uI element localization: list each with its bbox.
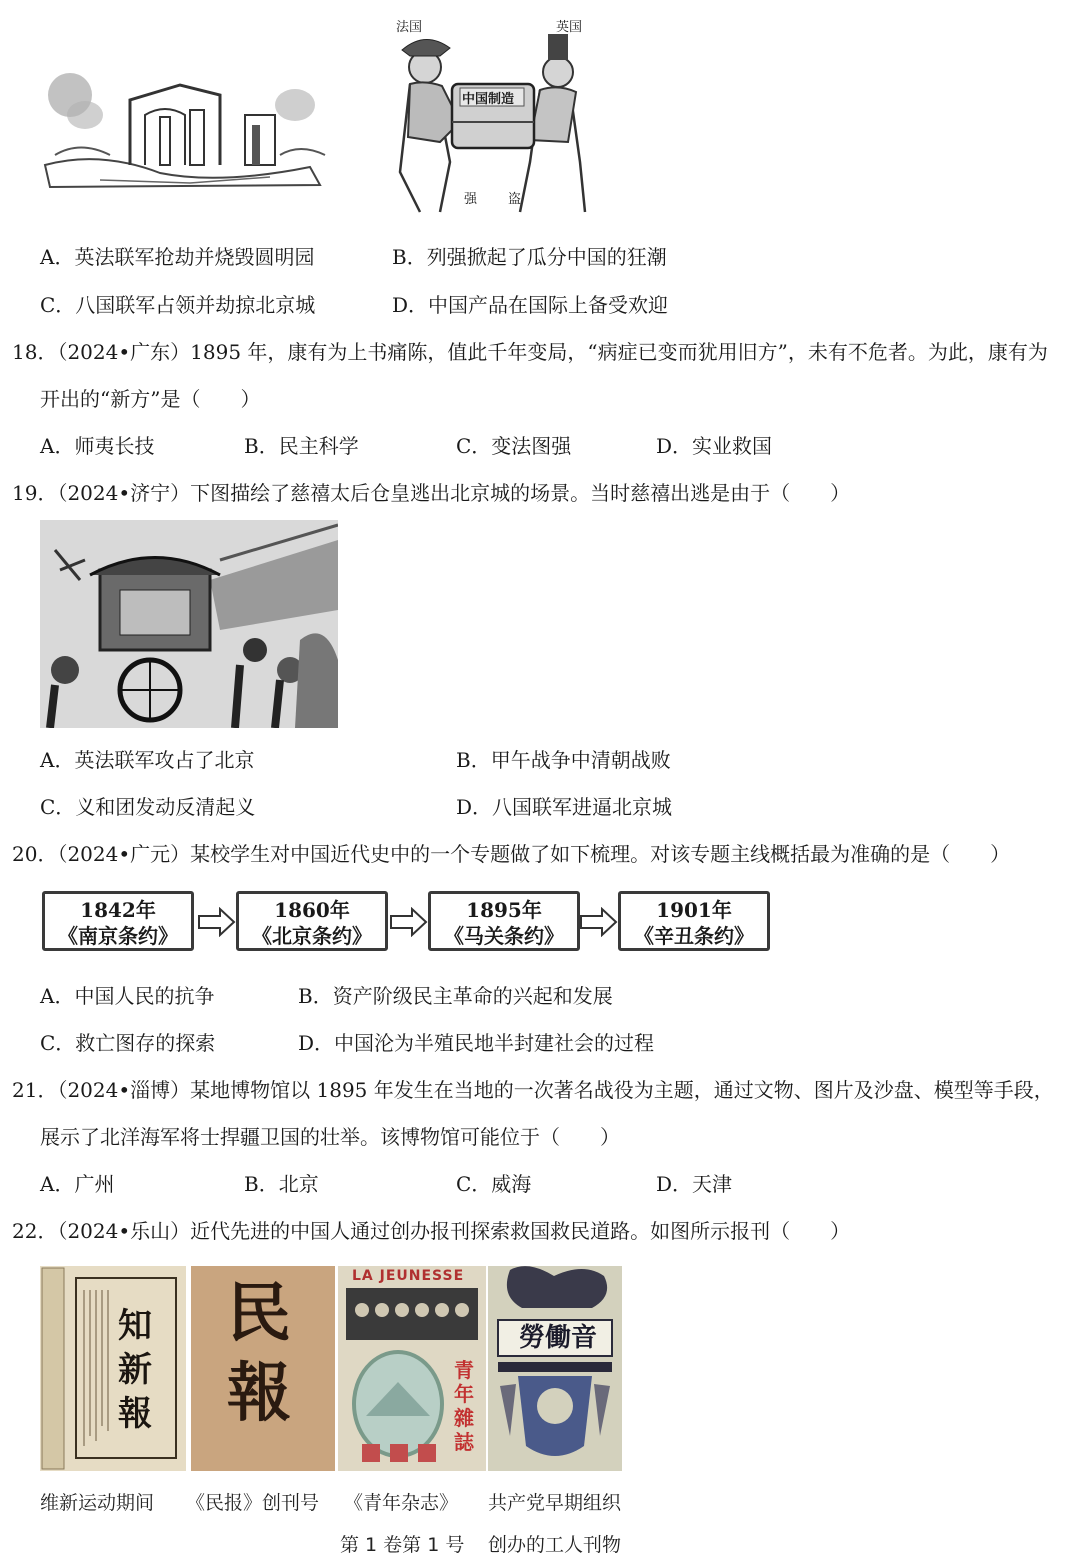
robbery-cartoon-image [380,12,600,224]
flow-year-1901: 1901年 [656,898,732,922]
cover-minbao-title: 民報 [227,1276,291,1431]
flow-treaty-nanjing: 《南京条约》 [58,924,178,948]
cover-qingnian-side-title: 青年雜誌 [454,1358,474,1454]
q20-option-c[interactable]: C．救亡图存的探索 [40,1031,216,1055]
q21-option-c[interactable]: C．威海 [456,1172,532,1196]
caption-qingnian-title: 《青年杂志》 [344,1492,459,1514]
flow-year-1895: 1895年 [466,898,542,922]
q17-option-d[interactable]: D．中国产品在国际上备受欢迎 [392,293,669,317]
q18-option-d[interactable]: D．实业救国 [656,434,773,458]
chest-label: 中国制造 [462,92,515,107]
q21-option-b[interactable]: B．北京 [244,1172,319,1196]
caption-zhixinbao: 维新运动期间 [40,1492,155,1514]
q17-option-a[interactable]: A．英法联军抢劫并烧毁圆明园 [40,245,315,269]
q19-option-c[interactable]: C．义和团发动反清起义 [40,795,256,819]
q20-stem: 20．（2024•广元）某校学生对中国近代史中的一个专题做了如下梳理。对该专题主线概括最为准确的是（ ） [12,842,1011,866]
flow-box-1860 [236,891,388,951]
q19-option-d[interactable]: D．八国联军进逼北京城 [456,795,673,819]
cover-laodongyin-title: 勞働音 [518,1323,597,1353]
flow-treaty-shimonoseki: 《马关条约》 [444,924,564,948]
q18-option-a[interactable]: A．师夷长技 [40,434,155,458]
leg-label-dao: 盗 [508,192,522,207]
cover-minbao-image [191,1266,335,1471]
cartoon-label-britain: 英国 [556,20,583,35]
cover-qingnian-masthead: LA JEUNESSE [352,1268,465,1284]
caption-qingnian-issue: 第 1 卷第 1 号 [340,1534,465,1556]
flow-treaty-xinchou: 《辛丑条约》 [634,924,754,948]
q21-stem-line2: 展示了北洋海军将士捍疆卫国的壮举。该博物馆可能位于（ ） [40,1125,620,1149]
q17-option-c[interactable]: C．八国联军占领并劫掠北京城 [40,293,316,317]
q18-option-b[interactable]: B．民主科学 [244,434,359,458]
q17-option-b[interactable]: B．列强掀起了瓜分中国的狂潮 [392,245,667,269]
flow-treaty-beijing: 《北京条约》 [252,924,372,948]
flow-box-1895 [428,891,580,951]
cover-zhixinbao-title: 知新報 [118,1306,152,1434]
cover-zhixinbao-image [40,1266,186,1471]
caption-laodongyin-line1: 共产党早期组织 [488,1492,622,1514]
flow-arrow-icon [198,907,236,937]
flow-box-1842 [42,891,194,951]
q18-option-c[interactable]: C．变法图强 [456,434,572,458]
cartoon-label-france: 法国 [396,20,423,35]
caption-laodongyin-line2: 创办的工人刊物 [488,1534,622,1556]
flow-year-1860: 1860年 [274,898,350,922]
q19-stem: 19．（2024•济宁）下图描绘了慈禧太后仓皇逃出北京城的场景。当时慈禧出逃是由于（ ） [12,481,851,505]
flow-box-1901 [618,891,770,951]
q18-stem-line1: 18．（2024•广东）1895 年，康有为上书痛陈，值此千年变局，“病症已变而犹用旧方”，未有不危者。为此，康有为 [12,340,1048,364]
q21-stem-line1: 21．（2024•淄博）某地博物馆以 1895 年发生在当地的一次著名战役为主题，通过文物、图片及沙盘、模型等手段， [12,1078,1054,1102]
caption-minbao: 《民报》创刊号 [186,1492,320,1514]
flow-year-1842: 1842年 [80,898,156,922]
flow-arrow-icon [580,907,618,937]
q20-option-d[interactable]: D．中国沦为半殖民地半封建社会的过程 [298,1031,655,1055]
q18-stem-line2: 开出的“新方”是（ ） [40,387,261,411]
q21-option-a[interactable]: A．广州 [40,1172,115,1196]
q19-option-a[interactable]: A．英法联军攻占了北京 [40,748,255,772]
q22-stem: 22．（2024•乐山）近代先进的中国人通过创办报刊探索救国救民道路。如图所示报刊（ ） [12,1219,851,1243]
q19-option-b[interactable]: B．甲午战争中清朝战败 [456,748,671,772]
flow-arrow-icon [390,907,428,937]
ruins-sketch-image [40,55,330,195]
q20-option-a[interactable]: A．中国人民的抗争 [40,984,215,1008]
q20-option-b[interactable]: B．资产阶级民主革命的兴起和发展 [298,984,613,1008]
cixi-escape-image [40,520,338,728]
leg-label-qiang: 强 [464,192,478,207]
cover-laodongyin-image [488,1266,622,1471]
q21-option-d[interactable]: D．天津 [656,1172,733,1196]
cover-qingnian-image [338,1266,486,1471]
